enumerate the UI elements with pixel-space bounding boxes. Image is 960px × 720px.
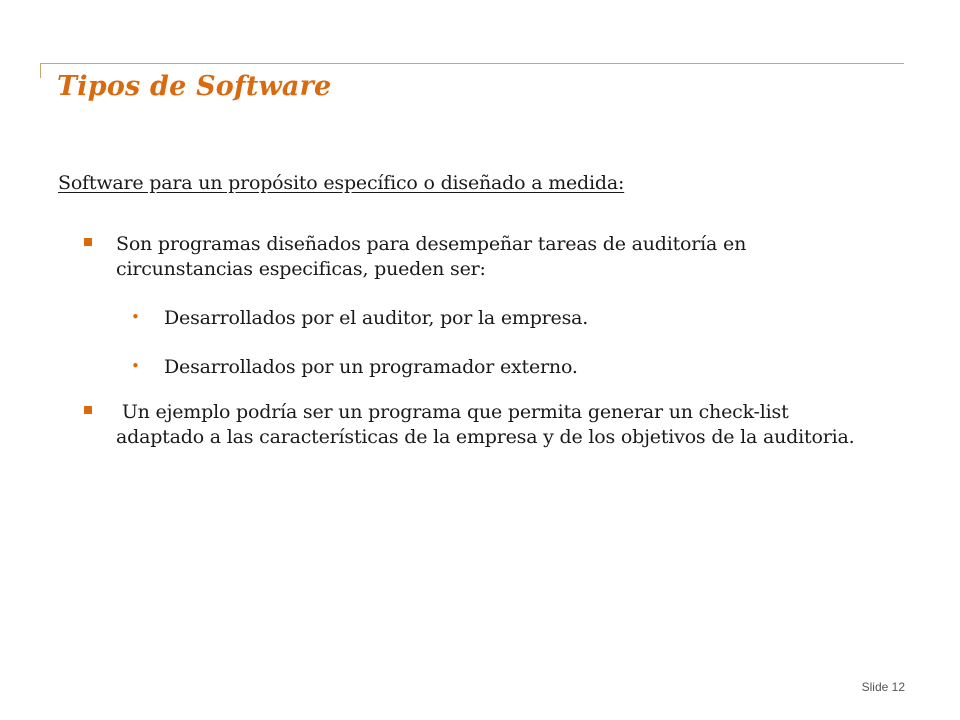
slide-subtitle: Software para un propósito específico o diseñado a medida: xyxy=(58,172,625,194)
bullet-text: Son programas diseñados para desempeñar tareas de auditoría en circunstancias especificas, pueden ser: xyxy=(116,233,747,280)
dot-bullet-icon: • xyxy=(131,308,140,326)
slide-number: Slide 12 xyxy=(861,680,905,694)
sub-bullet-text: Desarrollados por un programador externo. xyxy=(164,356,578,378)
sub-bullet-text: Desarrollados por el auditor, por la empresa. xyxy=(164,307,589,329)
slide-title: Tipos de Software xyxy=(57,71,332,102)
slide-frame-top-line xyxy=(40,63,904,64)
bullet-text: Un ejemplo podría ser un programa que permita generar un check-list adaptado a las características de la empresa y de los objetivos de la auditoria. xyxy=(116,401,855,448)
slide-frame-left-line xyxy=(40,63,41,78)
dot-bullet-icon: • xyxy=(131,357,140,375)
square-bullet-icon xyxy=(84,406,92,414)
square-bullet-icon xyxy=(84,238,92,246)
